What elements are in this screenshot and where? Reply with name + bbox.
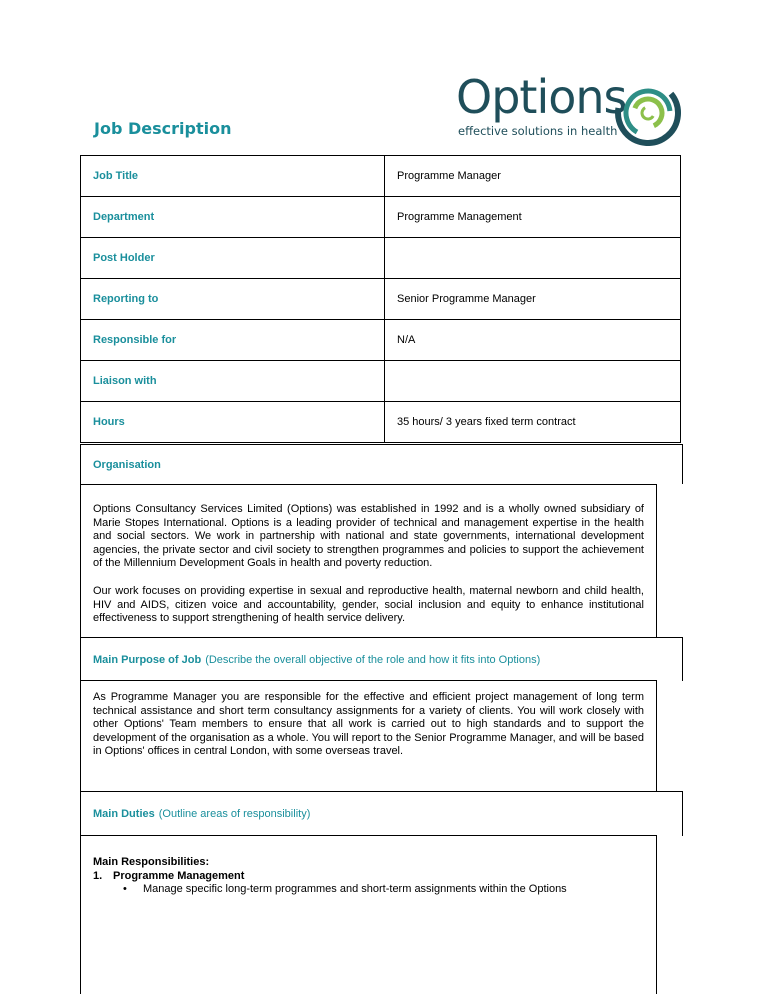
row-department <box>81 197 681 238</box>
main-purpose-heading-cell <box>80 637 683 681</box>
main-purpose-paragraph: As Programme Manager you are responsible for the effective and efficient project management of long term technical assistance and short term consultancy assignments for a variety of clients. You will work closely with other Options' Team members to ensure that all work is carried out to high standards and to support the development of the organisation as a whole. You will report to the Senior Programme Manager, and will be based in Options' offices in central London, with some overseas travel. <box>93 691 644 758</box>
duty-item-number: 1. <box>93 869 103 882</box>
organisation-paragraph-1: Options Consultancy Services Limited (Options) was established in 1992 and is a wholly owned subsidiary of Marie Stopes International. Options is a leading provider of technical and management expertise in the health and social sectors. We work in partnership with national and state governments, international development agencies, the private sector and civil society to strengthen programmes and policies to support the achievement of the Millennium Development Goals in health and poverty reduction. <box>93 503 644 570</box>
document-title: Job Description <box>94 119 232 138</box>
organisation-heading-cell <box>80 444 683 484</box>
label-post-holder: Post Holder <box>81 238 385 279</box>
responsibilities-title: Main Responsibilities: <box>93 856 210 868</box>
row-job-title <box>81 156 681 197</box>
main-duties-heading-cell <box>80 791 683 836</box>
swirl-logo-icon <box>612 80 684 146</box>
main-duties-heading: Main Duties <box>93 808 155 820</box>
value-post-holder <box>385 238 681 279</box>
main-duties-body-cell <box>80 835 657 994</box>
value-reporting-to: Senior Programme Manager <box>385 279 681 320</box>
value-hours: 35 hours/ 3 years fixed term contract <box>385 402 681 443</box>
label-job-title: Job Title <box>81 156 385 197</box>
label-responsible-for: Responsible for <box>81 320 385 361</box>
main-purpose-body-cell <box>80 680 657 791</box>
duty-bullet-text: Manage specific long-term programmes and short-term assignments within the Options <box>143 883 567 896</box>
row-reporting-to <box>81 279 681 320</box>
options-logo <box>456 70 686 144</box>
label-department: Department <box>81 197 385 238</box>
organisation-paragraph-2: Our work focuses on providing expertise in sexual and reproductive health, maternal newborn and child health, HIV and AIDS, citizen voice and accountability, gender, social inclusion and equity to enhance institutional effectiveness to support strengthening of health service delivery. <box>93 584 644 625</box>
logo-wordmark: Options <box>456 70 627 124</box>
value-liaison-with <box>385 361 681 402</box>
value-job-title: Programme Manager <box>385 156 681 197</box>
main-purpose-heading: Main Purpose of Job <box>93 653 202 666</box>
label-liaison-with: Liaison with <box>81 361 385 402</box>
organisation-heading: Organisation <box>93 458 161 471</box>
label-reporting-to: Reporting to <box>81 279 385 320</box>
logo-tagline: effective solutions in health <box>458 124 618 138</box>
organisation-body-cell <box>80 484 657 637</box>
row-liaison-with <box>81 361 681 402</box>
bullet-dot-icon: • <box>123 883 127 896</box>
row-responsible-for <box>81 320 681 361</box>
duty-item-title: Programme Management <box>113 869 245 882</box>
duty-bullet <box>123 883 644 897</box>
job-details-table <box>80 155 681 443</box>
row-post-holder <box>81 238 681 279</box>
label-hours: Hours <box>81 402 385 443</box>
value-department: Programme Management <box>385 197 681 238</box>
row-hours <box>81 402 681 443</box>
main-duties-note: (Outline areas of responsibility) <box>158 808 311 820</box>
main-purpose-note: (Describe the overall objective of the role and how it fits into Options) <box>205 653 541 666</box>
value-responsible-for: N/A <box>385 320 681 361</box>
duty-item <box>93 870 644 884</box>
